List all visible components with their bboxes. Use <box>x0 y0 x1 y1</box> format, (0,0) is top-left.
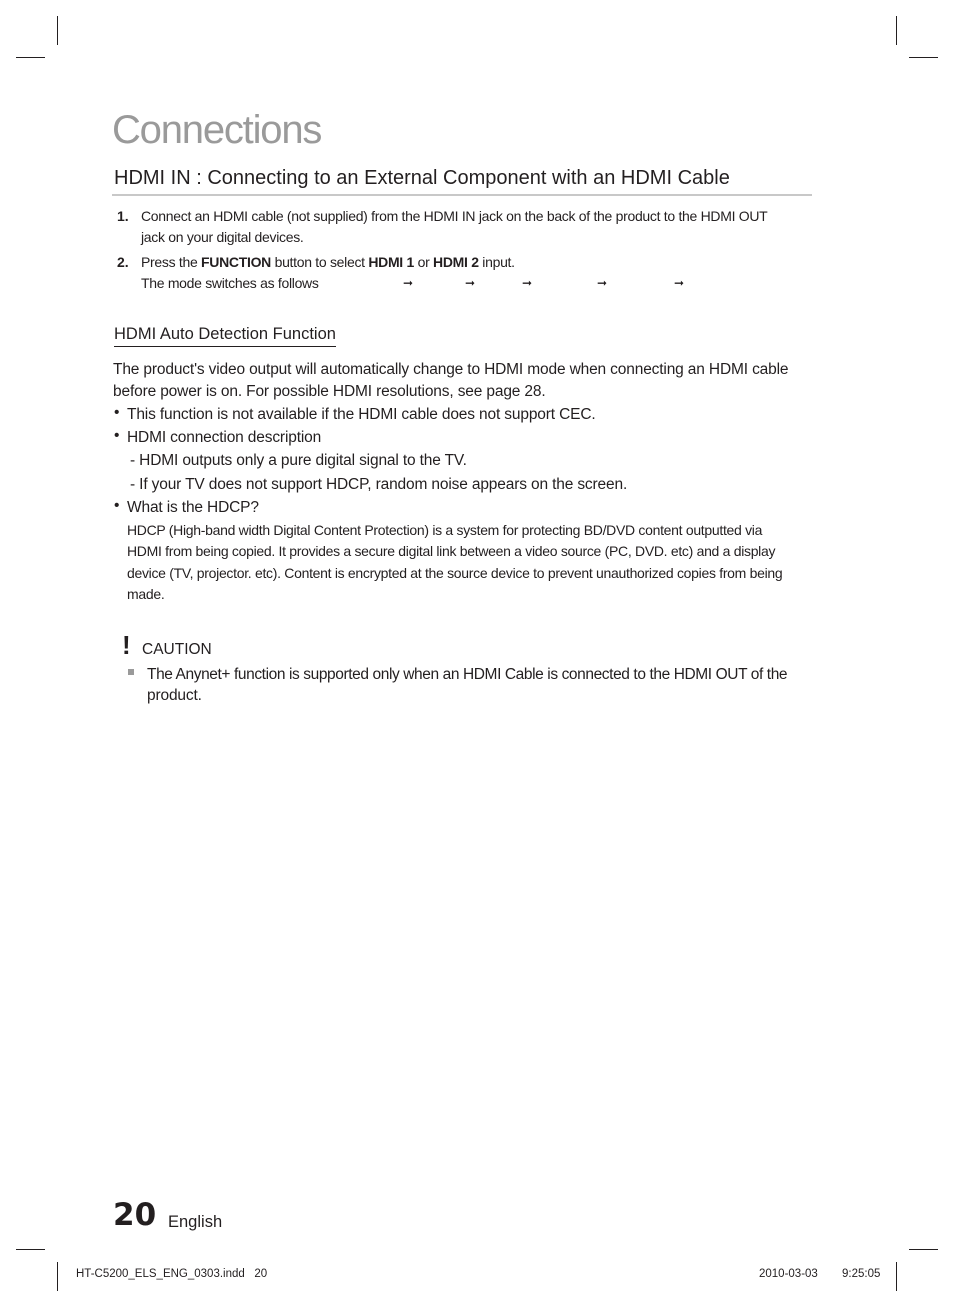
step-1-line-2: jack on your digital devices. <box>141 229 304 245</box>
crop-mark <box>896 1262 897 1291</box>
hdcp-desc-line-1: HDCP (High-band width Digital Content Protection) is a system for protecting BD/DVD content outputted via <box>127 522 763 538</box>
hdcp-desc-line-4: made. <box>127 586 165 602</box>
step-2-text: button to select <box>274 254 365 270</box>
page-number: 20 <box>113 1197 157 1233</box>
caution-label: CAUTION <box>142 641 212 658</box>
bullet-what-is-hdcp: What is the HDCP? <box>127 499 259 516</box>
caution-icon: ! <box>122 630 131 660</box>
step-2-text: or <box>417 254 430 270</box>
crop-mark <box>896 16 897 45</box>
step-2-line-1 <box>141 252 515 273</box>
caution-text-line-2: product. <box>147 687 202 704</box>
intro-paragraph-line-2: before power is on. For possible HDMI resolutions, see page 28. <box>113 383 546 400</box>
chapter-title: Connections <box>112 108 322 152</box>
sub-item-hdcp-noise: - If your TV does not support HDCP, random noise appears on the screen. <box>130 476 628 493</box>
slug-date: 2010-03-03 <box>759 1268 818 1280</box>
square-bullet-icon <box>128 669 134 675</box>
slug-time: 9:25:05 <box>842 1268 881 1280</box>
bullet-connection-description: HDMI connection description <box>127 429 322 446</box>
sub-item-digital-signal: - HDMI outputs only a pure digital signal to the TV. <box>130 452 467 469</box>
arrow-right-icon: ➞ <box>674 276 685 290</box>
step-number: 2. <box>117 254 129 270</box>
intro-paragraph-line-1: The product's video output will automatically change to HDMI mode when connecting an HDMI cable <box>113 361 789 378</box>
bullet-icon: • <box>114 427 120 444</box>
crop-mark <box>57 1262 58 1291</box>
arrow-right-icon: ➞ <box>465 276 476 290</box>
subsection-title: HDMI Auto Detection Function <box>114 325 336 347</box>
bullet-icon: • <box>114 497 120 514</box>
mode-switch-text: The mode switches as follows <box>141 275 319 291</box>
hdcp-desc-line-2: HDMI from being copied. It provides a secure digital link between a video source (PC, DVD. etc) and a display <box>127 543 776 559</box>
crop-mark <box>57 16 58 45</box>
step-2-text: Press the <box>141 254 198 270</box>
section-divider <box>112 194 812 196</box>
crop-mark <box>16 1249 45 1250</box>
section-title: HDMI IN : Connecting to an External Component with an HDMI Cable <box>114 167 730 189</box>
step-2-text: input. <box>482 254 515 270</box>
arrow-right-icon: ➞ <box>597 276 608 290</box>
hdmi-1-input: HDMI 1 <box>368 254 414 270</box>
slug-filename: HT-C5200_ELS_ENG_0303.indd 20 <box>76 1268 268 1280</box>
crop-mark <box>16 57 45 58</box>
function-key: FUNCTION <box>201 254 271 270</box>
bullet-cec: This function is not available if the HDMI cable does not support CEC. <box>127 406 596 423</box>
caution-text-line-1: The Anynet+ function is supported only when an HDMI Cable is connected to the HDMI OUT of the <box>147 666 788 683</box>
arrow-right-icon: ➞ <box>403 276 414 290</box>
hdmi-2-input: HDMI 2 <box>433 254 479 270</box>
step-1-line-1: Connect an HDMI cable (not supplied) from the HDMI IN jack on the back of the product to the HDMI OUT <box>141 208 768 224</box>
arrow-right-icon: ➞ <box>522 276 533 290</box>
crop-mark <box>909 1249 938 1250</box>
bullet-icon: • <box>114 404 120 421</box>
page-language: English <box>168 1213 223 1231</box>
crop-mark <box>909 57 938 58</box>
hdcp-desc-line-3: device (TV, projector. etc). Content is encrypted at the source device to prevent unauthorized copies from being <box>127 565 783 581</box>
step-number: 1. <box>117 208 129 224</box>
